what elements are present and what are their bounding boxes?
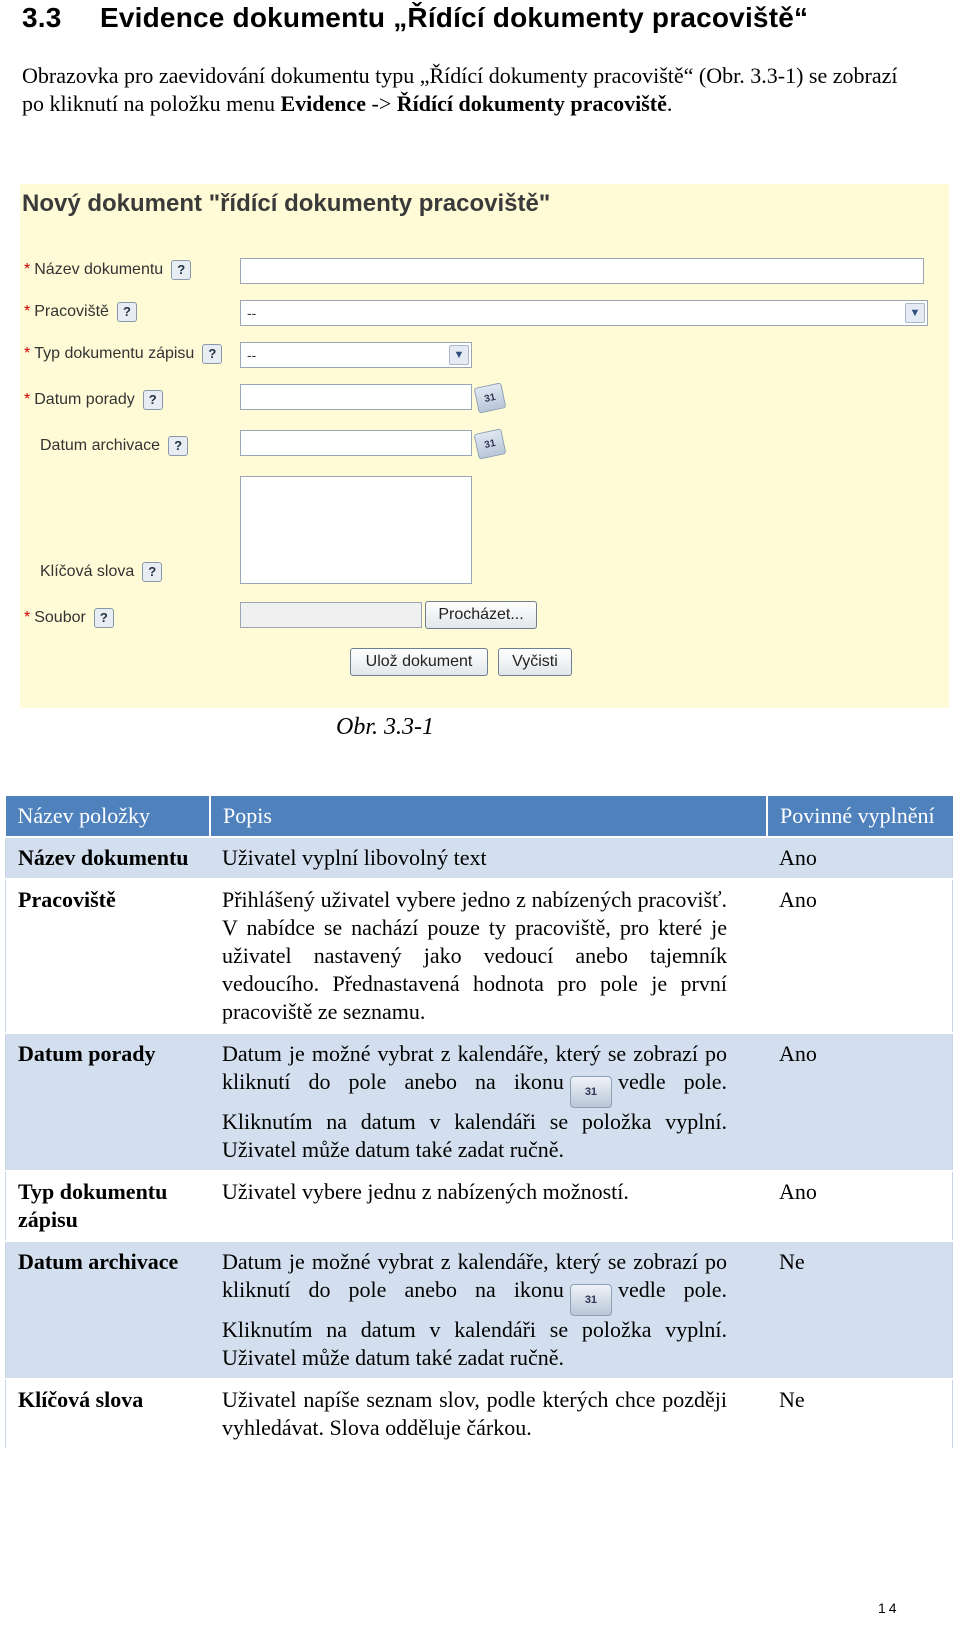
row-name: Klíčová slova [6,1379,211,1449]
row-required: Ano [767,1033,953,1171]
label-pracoviste [24,302,137,322]
row-desc-part: vedle pole. Kliknutím na datum v kalendáři se položka vyplní. Uživatel může datum také zadat ručně. [222,1277,727,1370]
help-icon[interactable]: ? [168,436,188,456]
required-mark: * [24,303,31,321]
row-desc [210,1241,767,1379]
row-name: Typ dokumentu zápisu [6,1171,211,1241]
calendar-icon: 31 [570,1284,612,1316]
typ-value: -- [247,347,257,363]
figure-caption: Obr. 3.3-1 [335,714,434,740]
pracoviste-select[interactable] [240,300,928,326]
section-heading [22,2,808,34]
label-text: Název dokumentu [34,261,164,279]
row-name: Název dokumentu [6,837,211,879]
page-number: 14 [878,1600,900,1616]
required-mark: * [24,609,31,627]
row-desc [210,1033,767,1171]
header-povinne-vyplneni: Povinné vyplnění [767,796,953,837]
chevron-down-icon[interactable]: ▼ [449,345,469,365]
calendar-icon[interactable]: 31 [474,428,507,459]
row-name: Pracoviště [6,879,211,1033]
datum-archivace-input[interactable] [240,430,472,456]
intro-menu-item: Řídící dokumenty pracoviště [396,91,667,116]
required-mark: * [24,345,31,363]
row-desc-part: vedle pole. Kliknutím na datum v kalendáři se položka vyplní. Uživatel může datum také zadat ručně. [222,1069,727,1162]
klicova-slova-textarea[interactable] [240,476,472,584]
clear-button[interactable]: Vyčisti [498,648,572,676]
intro-menu-evidence: Evidence [280,91,367,116]
header-popis: Popis [210,796,767,837]
form-title: Nový dokument "řídící dokumenty pracoviště" [22,190,551,217]
help-icon[interactable]: ? [142,562,162,582]
help-icon[interactable]: ? [202,344,222,364]
calendar-icon: 31 [570,1076,612,1108]
pracoviste-value: -- [247,305,257,321]
label-text: Datum porady [34,391,135,409]
datum-porady-input[interactable] [240,384,472,410]
table-row [6,879,953,1033]
intro-arrow: -> [366,91,397,116]
table-row [6,1241,953,1379]
required-mark: * [24,261,31,279]
help-icon[interactable]: ? [117,302,137,322]
help-icon[interactable]: ? [143,390,163,410]
help-icon[interactable]: ? [94,608,114,628]
save-document-button[interactable]: Ulož dokument [350,648,488,676]
row-required: Ano [767,1171,953,1241]
label-klicova-slova [40,562,162,582]
label-text: Klíčová slova [40,563,135,581]
calendar-icon[interactable]: 31 [474,382,507,413]
label-text: Datum archivace [40,437,161,455]
table-row [6,1171,953,1241]
row-required: Ne [767,1379,953,1449]
intro-paragraph [22,62,922,118]
help-icon[interactable]: ? [171,260,191,280]
table-row [6,1033,953,1171]
soubor-input[interactable] [240,602,422,628]
nazev-dokumentu-input[interactable] [240,258,924,284]
label-datum-archivace [40,436,188,456]
section-number: 3.3 [22,2,62,33]
table-row [6,1379,953,1449]
form-screenshot [20,184,949,708]
intro-end: . [666,91,673,116]
row-required: Ne [767,1241,953,1379]
table-header-row [6,796,953,837]
row-desc: Přihlášený uživatel vybere jedno z nabízených pracovišť. V nabídce se nachází pouze ty pracoviště, pro které je uživatel nastavený jako vedoucí anebo tajemník vedoucího. Přednastavená hodnota pro pole je první pracoviště ze seznamu. [210,879,767,1033]
table-row [6,837,953,879]
label-soubor [24,608,114,628]
description-table [5,796,953,1450]
browse-button[interactable]: Procházet... [425,601,537,629]
chevron-down-icon[interactable]: ▼ [905,303,925,323]
label-text: Typ dokumentu zápisu [34,345,195,363]
label-nazev-dokumentu [24,260,191,280]
typ-dokumentu-select[interactable] [240,342,472,368]
row-name: Datum archivace [6,1241,211,1379]
row-required: Ano [767,837,953,879]
label-text: Pracoviště [34,303,109,321]
row-desc-part: Datum je možné vybrat z kalendáře, který se zobrazí po kliknutí do pole anebo na ikonu [222,1249,727,1302]
row-desc-part: Datum je možné vybrat z kalendáře, který se zobrazí po kliknutí do pole anebo na ikonu [222,1041,727,1094]
intro-text: Obrazovka pro zaevidování dokumentu typu „Řídící dokumenty pracoviště“ (Obr. 3.3-1) se zobrazí po kliknutí na položku menu [22,63,898,116]
label-typ-dokumentu [24,344,222,364]
row-desc: Uživatel napíše seznam slov, podle kterých chce později vyhledávat. Slova odděluje čárkou. [210,1379,767,1449]
section-title: Evidence dokumentu „Řídící dokumenty pracoviště“ [100,2,809,33]
row-desc: Uživatel vyplní libovolný text [210,837,767,879]
label-datum-porady [24,390,163,410]
header-nazev-polozky: Název položky [6,796,211,837]
required-mark: * [24,391,31,409]
row-name: Datum porady [6,1033,211,1171]
label-text: Soubor [34,609,86,627]
row-desc: Uživatel vybere jednu z nabízených možností. [210,1171,767,1241]
row-required: Ano [767,879,953,1033]
